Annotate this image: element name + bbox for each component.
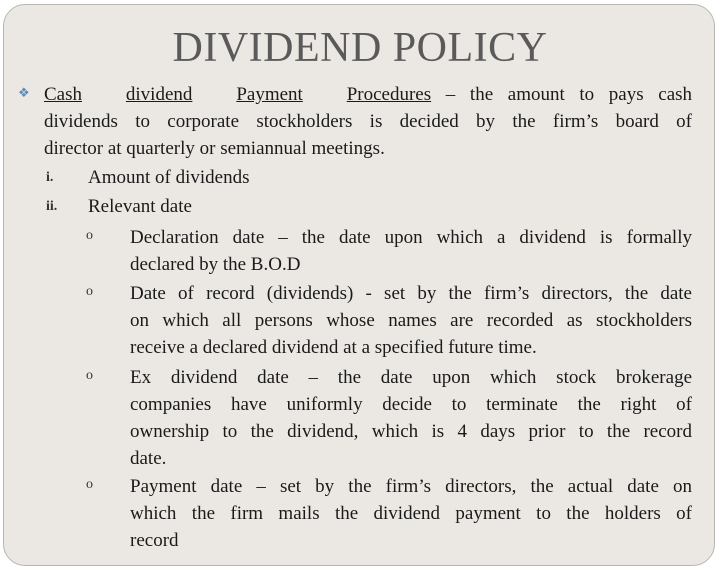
sub-bullet-icon: o [86,368,93,383]
sub-bullet-3-line-4: date. [130,448,167,469]
sub-bullet-4-line-3: record [130,530,179,551]
sub-bullet-1-line-1: Declaration date – the date upon which a dividend is formally [130,227,692,248]
sub-bullet-3-line-2: companies have uniformly decide to terminate the right of [130,394,692,415]
sub-bullet-2-line-1: Date of record (dividends) - set by the firm’s directors, the date [130,283,692,304]
main-bullet-line-2: dividends to corporate stockholders is decided by the firm’s board of [44,111,692,132]
term-payment: Payment [236,84,303,105]
sub-bullet-3-line-3: ownership to the dividend, which is 4 days prior to the record [130,421,692,442]
sub-bullet-1-line-2: declared by the B.O.D [130,254,301,275]
sub-bullet-icon: o [86,284,93,299]
sub-bullet-icon: o [86,477,93,492]
numbered-marker: i. [46,170,54,185]
numbered-marker: ii. [46,199,58,214]
numbered-item-2: Relevant date [88,196,192,217]
numbered-item-1: Amount of dividends [88,167,250,188]
main-bullet-line-1 [44,84,692,106]
term-cash: Cash [44,84,82,105]
main-bullet-line-3: director at quarterly or semiannual meetings. [44,138,385,159]
slide-title: DIVIDEND POLICY [172,25,548,71]
sub-bullet-icon: o [86,228,93,243]
sub-bullet-4-line-1: Payment date – set by the firm’s directors, the actual date on [130,476,692,497]
main-bullet-icon: ❖ [18,85,30,100]
sub-bullet-2-line-2: on which all persons whose names are recorded as stockholders [130,310,692,331]
sub-bullet-4-line-2: which the firm mails the dividend payment to the holders of [130,503,692,524]
main-bullet-line1-rest: – the amount to pays cash [445,84,693,105]
term-procedures: Procedures [346,84,432,105]
sub-bullet-2-line-3: receive a declared dividend at a specified future time. [130,337,537,358]
term-dividend: dividend [125,84,193,105]
sub-bullet-3-line-1: Ex dividend date – the date upon which stock brokerage [130,367,692,388]
